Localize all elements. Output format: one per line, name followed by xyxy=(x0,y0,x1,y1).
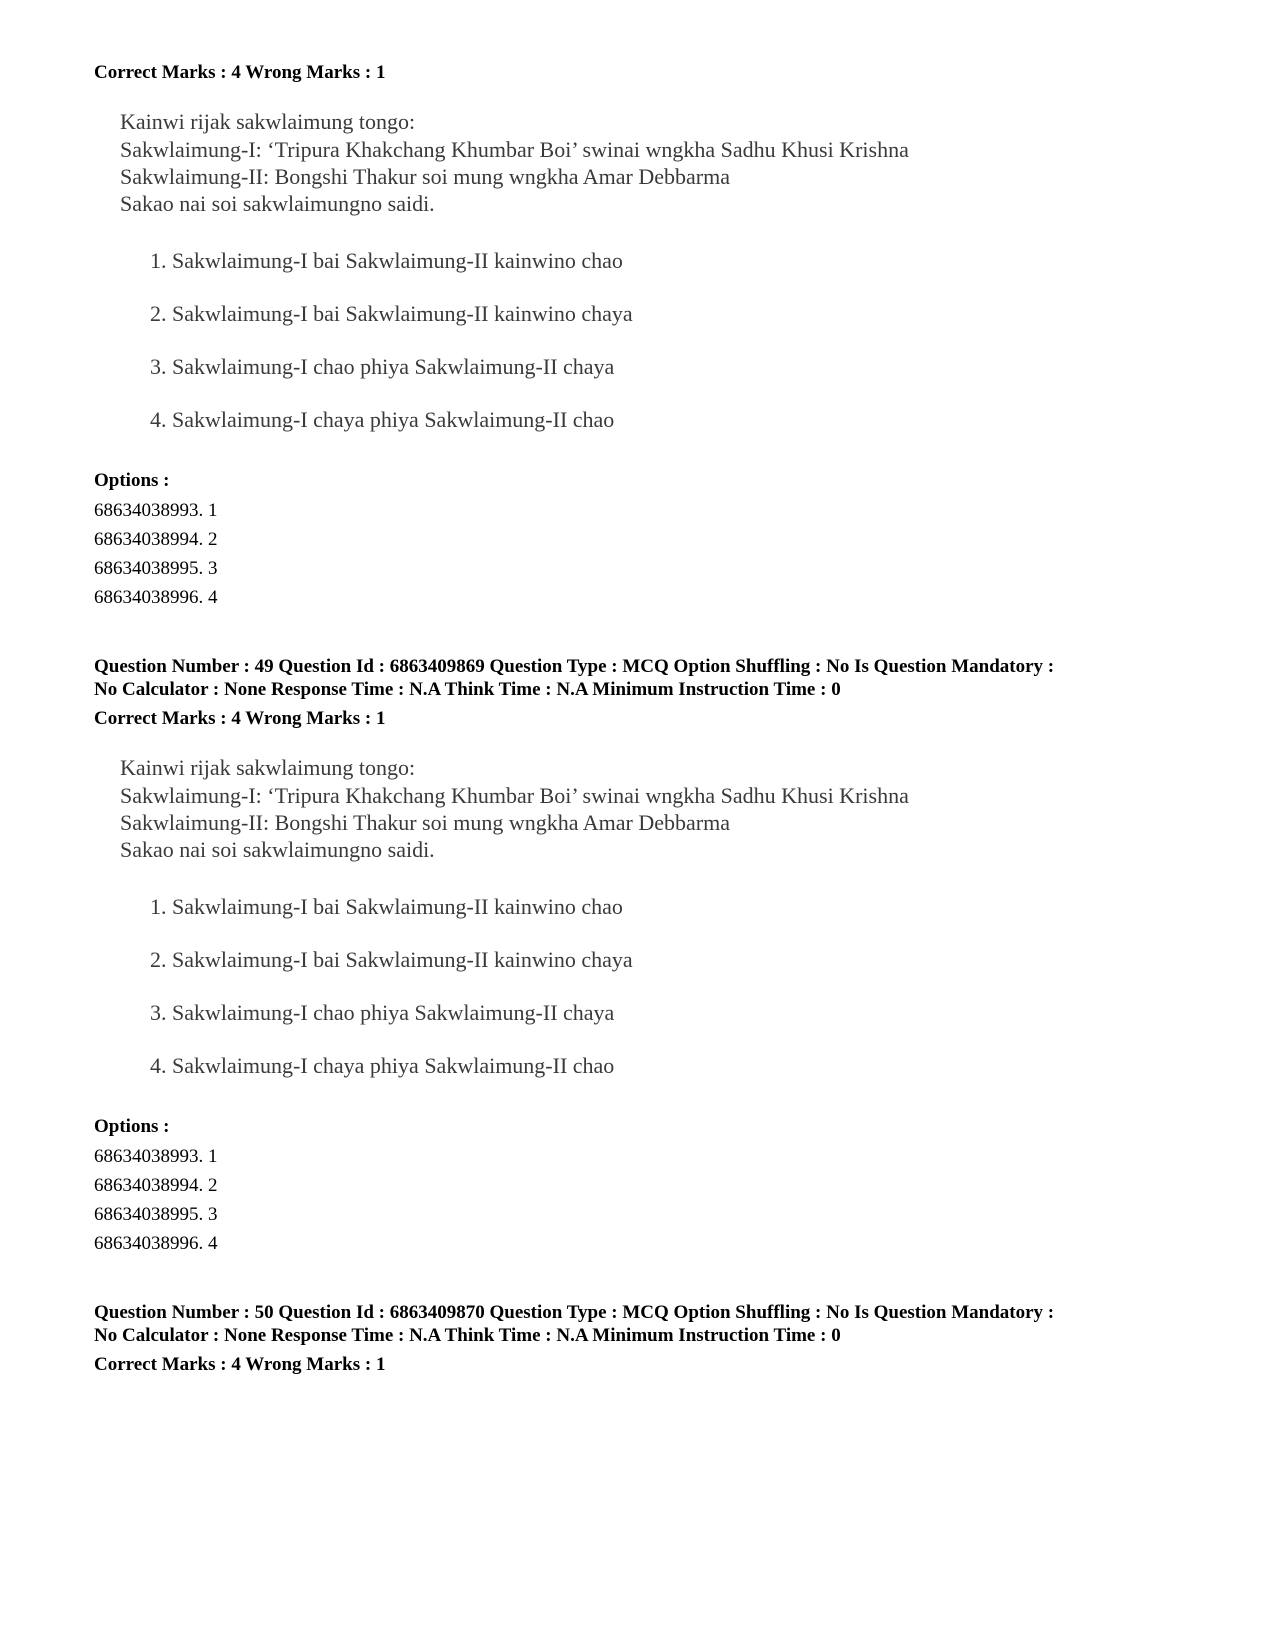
stem-line: Sakwlaimung-II: Bongshi Thakur soi mung wngkha Amar Debbarma xyxy=(120,810,730,835)
choice-1: 1. Sakwlaimung-I bai Sakwlaimung-II kainwino chao xyxy=(150,894,623,919)
options-label: Options : xyxy=(94,470,170,491)
stem-line: Sakwlaimung-II: Bongshi Thakur soi mung wngkha Amar Debbarma xyxy=(120,164,730,189)
stem-line: Kainwi rijak sakwlaimung tongo: xyxy=(120,755,416,780)
stem-line: Sakao nai soi sakwlaimungno saidi. xyxy=(120,191,435,216)
choice-4: 4. Sakwlaimung-I chaya phiya Sakwlaimung-II chao xyxy=(150,1053,615,1078)
choice-2: 2. Sakwlaimung-I bai Sakwlaimung-II kainwino chaya xyxy=(150,947,633,972)
stem-line: Sakwlaimung-I: ‘Tripura Khakchang Khumbar Boi’ swinai wngkha Sadhu Khusi Krishna xyxy=(120,783,909,808)
marks-line: Correct Marks : 4 Wrong Marks : 1 xyxy=(94,1354,386,1375)
options-label: Options : xyxy=(94,1116,170,1137)
stem-line: Sakao nai soi sakwlaimungno saidi. xyxy=(120,837,435,862)
marks-line: Correct Marks : 4 Wrong Marks : 1 xyxy=(94,708,386,729)
option-item: 68634038993. 1 xyxy=(94,1146,218,1167)
question-meta-line: Question Number : 50 Question Id : 6863409870 Question Type : MCQ Option Shuffling : No Is Question Mandatory : xyxy=(94,1302,1055,1323)
choice-1: 1. Sakwlaimung-I bai Sakwlaimung-II kainwino chao xyxy=(150,248,623,273)
question-meta-line: No Calculator : None Response Time : N.A Think Time : N.A Minimum Instruction Time : 0 xyxy=(94,1325,841,1346)
option-item: 68634038995. 3 xyxy=(94,1204,218,1225)
option-item: 68634038996. 4 xyxy=(94,1233,218,1254)
option-item: 68634038995. 3 xyxy=(94,558,218,579)
choice-3: 3. Sakwlaimung-I chao phiya Sakwlaimung-II chaya xyxy=(150,354,615,379)
option-item: 68634038993. 1 xyxy=(94,500,218,521)
option-item: 68634038994. 2 xyxy=(94,529,218,550)
choice-2: 2. Sakwlaimung-I bai Sakwlaimung-II kainwino chaya xyxy=(150,301,633,326)
question-meta-line: Question Number : 49 Question Id : 6863409869 Question Type : MCQ Option Shuffling : No Is Question Mandatory : xyxy=(94,656,1055,677)
stem-line: Kainwi rijak sakwlaimung tongo: xyxy=(120,109,416,134)
option-item: 68634038996. 4 xyxy=(94,587,218,608)
stem-line: Sakwlaimung-I: ‘Tripura Khakchang Khumbar Boi’ swinai wngkha Sadhu Khusi Krishna xyxy=(120,137,909,162)
question-meta-line: No Calculator : None Response Time : N.A Think Time : N.A Minimum Instruction Time : 0 xyxy=(94,679,841,700)
choice-3: 3. Sakwlaimung-I chao phiya Sakwlaimung-II chaya xyxy=(150,1000,615,1025)
option-item: 68634038994. 2 xyxy=(94,1175,218,1196)
marks-line: Correct Marks : 4 Wrong Marks : 1 xyxy=(94,62,386,83)
choice-4: 4. Sakwlaimung-I chaya phiya Sakwlaimung-II chao xyxy=(150,407,615,432)
